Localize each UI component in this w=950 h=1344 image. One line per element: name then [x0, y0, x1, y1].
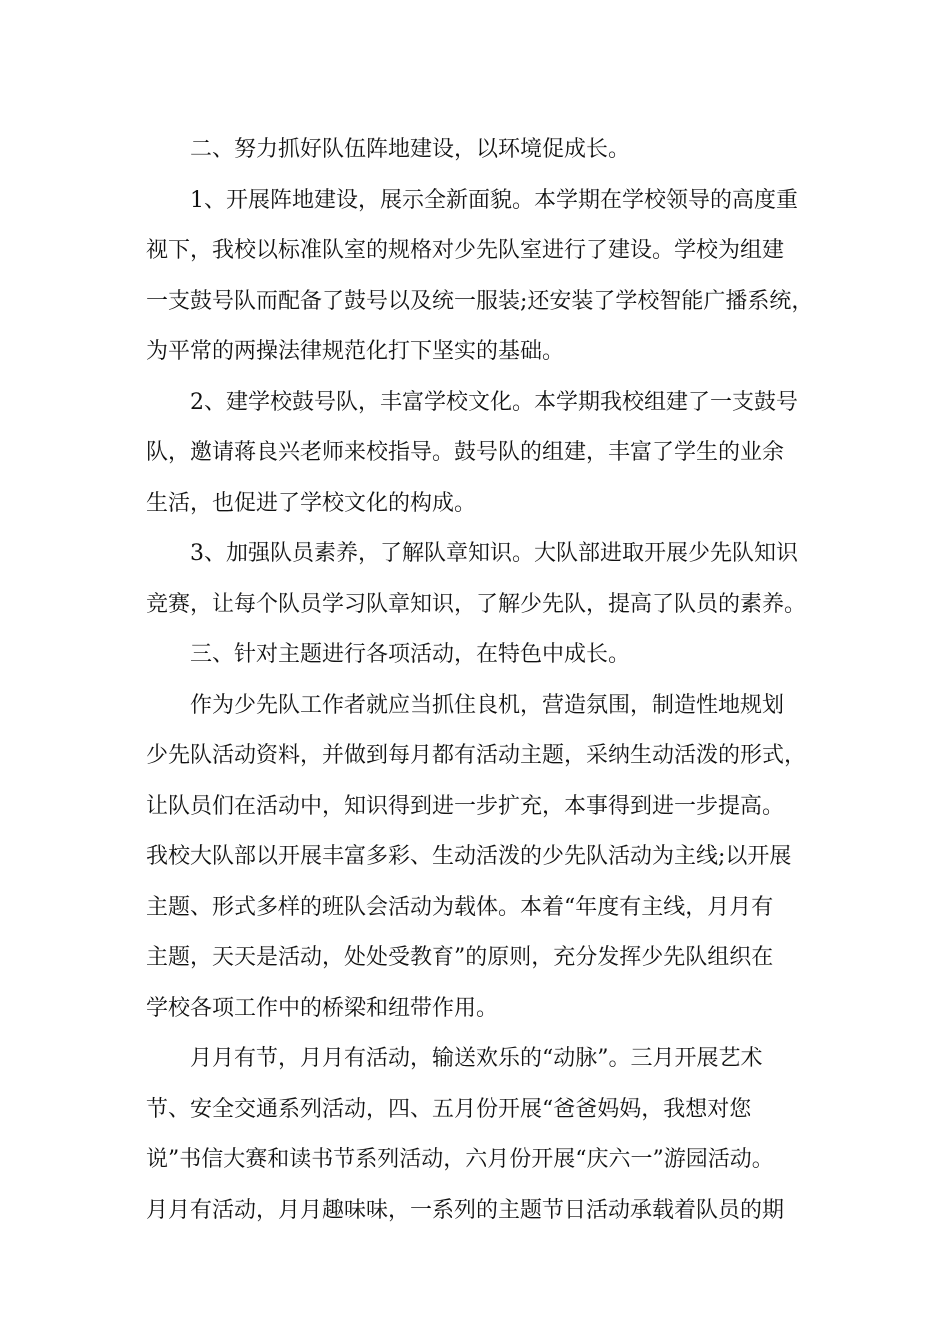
paragraph-line: 3、加强队员素养，了解队章知识。大队部进取开展少先队知识	[190, 541, 798, 566]
paragraph-line: 学校各项工作中的桥梁和纽带作用。	[146, 996, 499, 1021]
paragraph-line: 一支鼓号队而配备了鼓号以及统一服装;还安装了学校智能广播系统，	[146, 289, 814, 314]
paragraph-line: 我校大队部以开展丰富多彩、生动活泼的少先队活动为主线;以开展	[146, 844, 792, 869]
paragraph-line: 竞赛，让每个队员学习队章知识，了解少先队，提高了队员的素养。	[146, 592, 807, 617]
section-heading-3: 三、针对主题进行各项活动，在特色中成长。	[190, 642, 631, 667]
paragraph-line: 月月有节，月月有活动，输送欢乐的“动脉”。三月开展艺术	[190, 1046, 763, 1071]
paragraph-line: 视下，我校以标准队室的规格对少先队室进行了建设。学校为组建	[146, 238, 785, 263]
paragraph-line: 少先队活动资料，并做到每月都有活动主题，采纳生动活泼的形式，	[146, 743, 807, 768]
section-heading-2: 二、努力抓好队伍阵地建设，以环境促成长。	[190, 137, 631, 162]
paragraph-line: 2、建学校鼓号队，丰富学校文化。本学期我校组建了一支鼓号	[190, 390, 798, 415]
paragraph-line: 为平常的两操法律规范化打下坚实的基础。	[146, 339, 565, 364]
paragraph-line: 生活，也促进了学校文化的构成。	[146, 491, 477, 516]
paragraph-line: 作为少先队工作者就应当抓住良机，营造氛围，制造性地规划	[190, 693, 785, 718]
paragraph-line: 月月有活动，月月趣味味，一系列的主题节日活动承载着队员的期	[146, 1198, 785, 1223]
paragraph-line: 节、安全交通系列活动，四、五月份开展“爸爸妈妈，我想对您	[146, 1097, 752, 1122]
paragraph-line: 1、开展阵地建设，展示全新面貌。本学期在学校领导的高度重	[190, 188, 798, 213]
paragraph-line: 让队员们在活动中，知识得到进一步扩充，本事得到进一步提高。	[146, 794, 785, 819]
paragraph-line: 主题，天天是活动，处处受教育”的原则，充分发挥少先队组织在	[146, 945, 774, 970]
paragraph-line: 主题、形式多样的班队会活动为载体。本着“年度有主线，月月有	[146, 895, 774, 920]
paragraph-line: 说”书信大赛和读书节系列活动，六月份开展“庆六一”游园活动。	[146, 1147, 774, 1172]
paragraph-line: 队，邀请蒋良兴老师来校指导。鼓号队的组建，丰富了学生的业余	[146, 440, 785, 465]
